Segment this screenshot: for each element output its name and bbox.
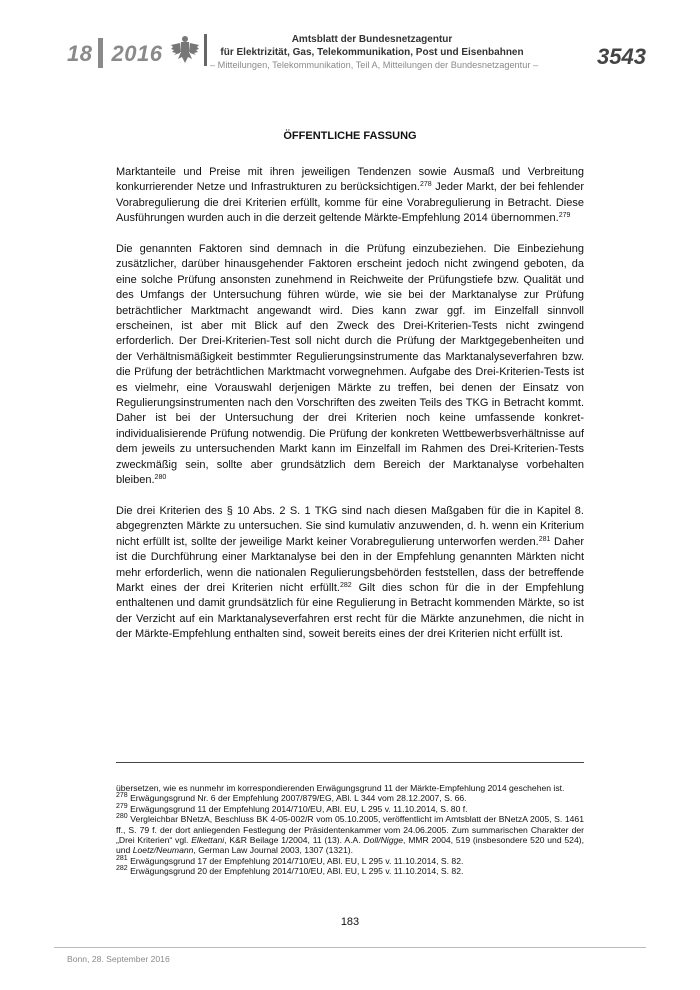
- footnote-mark: 280: [116, 813, 128, 821]
- document-title: ÖFFENTLICHE FASSUNG: [283, 130, 417, 142]
- body-paragraph: Marktanteile und Preise mit ihren jeweiligen Tendenzen sowie Ausmaß und Verbreitung konkurrierender Netze und Infrastrukturen zu berücksichtigen.$^{278}$ Jeder Markt, der bei fehlender Vorabregulierung die drei Kriterien erfüllt, komme für eine Vorabregulierung in Betracht. Diese Ausführungen wurden auch in die derzeit geltende Märkte-Empfehlung 2014 übernommen.$^{279}$: [116, 166, 584, 225]
- footnote-mark: 281: [116, 854, 128, 862]
- footnote-mark: 278: [419, 181, 432, 189]
- author-name: Loetz/Neumann: [132, 845, 194, 856]
- gazette-title-line2: für Elektrizität, Gas, Telekommunikation, Post und Eisenbahnen: [220, 46, 524, 58]
- header-divider: [204, 34, 207, 66]
- footnote-mark: 280: [154, 474, 167, 482]
- gazette-page-number: 3543: [597, 44, 646, 69]
- footnote: $^{280}$ Vergleichbar BNetzA, Beschluss BK 4-05-002/R vom 05.10.2005, veröffentlicht im Amtsblatt der BNetzA 2005, S. 1461 ff., S. 79 f. der dort anliegenden Festlegung der Präsidentenkammer vom 24.06.2005. Zum summarischen Charakter der „Drei Kriterien“ vgl. Elkettani, K&R Beilage 1/2004, 11 (13). A.A. Doll/Nigge, MMR 2004, 519 (insbesondere 520 und 524), und Loetz/Neumann, German Law Journal 2003, 1307 (1321).: [116, 813, 584, 856]
- footnote-mark: 279: [558, 212, 571, 220]
- footnotes: [116, 783, 584, 877]
- issue-year: 2016: [111, 40, 163, 66]
- gazette-subtitle: – Mitteilungen, Telekommunikation, Teil A, Mitteilungen der Bundesnetzagentur –: [210, 60, 539, 70]
- footnote: $^{279}$ Erwägungsgrund 11 der Empfehlung 2014/710/EU, ABl. EU, L 295 v. 11.10.2014, S. 80 f.: [116, 802, 468, 814]
- federal-eagle-icon: [170, 34, 200, 66]
- footnote: $^{278}$ Erwägungsgrund Nr. 6 der Empfehlung 2007/879/EG, ABl. L 344 vom 28.12.2007, S. 66.: [116, 792, 467, 804]
- document-body: [116, 165, 584, 658]
- footnote-rule: [116, 762, 584, 763]
- issue-label: [67, 40, 162, 70]
- footnote-mark: 281: [538, 535, 551, 543]
- footer-rule: [54, 947, 646, 948]
- gazette-title: [214, 34, 530, 59]
- issue-number: 18: [67, 40, 93, 66]
- body-paragraph: Die drei Kriterien des § 10 Abs. 2 S. 1 TKG sind nach diesen Maßgaben für die in Kapitel 8. abgegrenzten Märkte zu untersuchen. Sie sind kumulativ anzuwenden, d. h. wenn ein Kriterium nicht erfüllt ist, sollte der jeweilige Markt keiner Vorabregulierung unterworfen werden.$^{281}$ Daher ist die Durchführung einer Marktanalyse bei den in der Empfehlung genannten Märkten nicht mehr erforderlich, wenn die nationalen Regulierungsbehörden feststellen, dass der betreffende Markt eines der drei Kriterien nicht erfüllt.$^{282}$ Gilt dies schon für die in der Empfehlung enthaltenen und damit grundsätzlich für eine Regulierung in Betracht kommenden Märkte, so ist der Verzicht auf ein Marktanalyseverfahren erst recht für die Märkte anzunehmen, die nicht in der Märkte-Empfehlung enthalten sind, soweit bereits eines der drei Kriterien nicht erfüllt ist.: [116, 504, 584, 641]
- footnote-mark: 282: [339, 581, 352, 589]
- footnote: $^{282}$ Erwägungsgrund 20 der Empfehlung 2014/710/EU, ABl. EU, L 295 v. 11.10.2014, S. 82.: [116, 865, 464, 877]
- footnote-mark: 282: [116, 865, 128, 873]
- footer-date: Bonn, 28. September 2016: [67, 954, 170, 964]
- gazette-title-line1: Amtsblatt der Bundesnetzagentur: [291, 34, 453, 45]
- document-page-number: 183: [340, 916, 360, 928]
- footnote: übersetzen, wie es nunmehr im korrespondierenden Erwägungsgrund 11 der Märkte-Empfehlung 2014 geschehen ist.: [116, 783, 565, 793]
- body-paragraph: Die genannten Faktoren sind demnach in die Prüfung einzubeziehen. Die Einbeziehung zusätzlicher, darüber hinausgehender Faktoren erscheint jedoch nicht zwingend geboten, da eine solche Prüfung ansonsten zunehmend in Reichweite der Prüfungstiefe bzw. Qualität und des Umfangs der Untersuchung führen würde, wie sie bei der Marktanalyse zur Prüfung beträchtlicher Marktmacht angewandt wird. Dies kann zwar ggf. im Einzelfall sinnvoll erscheinen, ist aber mit Blick auf den Zweck des Drei-Kriterien-Tests nicht zwingend erforderlich. Der Drei-Kriterien-Test soll nicht durch die Prüfung der Marktgegebenheiten und der Verhältnismäßigkeit bestimmter Regulierungsinstrumente das Marktanalyseverfahren bzw. die Prüfung der beträchtlichen Marktmacht vorwegnehmen. Aufgabe des Drei-Kriterien-Tests ist es vielmehr, eine Vorauswahl derjenigen Märkte zu treffen, bei denen der Einsatz von Regulierungsinstrumenten nach den Vorschriften des zweiten Teils des TKG in Betracht kommt. Daher ist bei der Untersuchung der drei Kriterien noch keine umfassende konkret-individualisierende Prüfung notwendig. Die Prüfung der konkreten Wettbewerbsverhältnisse auf dem jeweils zu untersuchenden Markt kann im Einzelfall im Rahmen des Drei-Kriterien-Tests zweckmäßig sein, sollte aber grundsätzlich dem Bereich der Marktanalyse vorbehalten bleiben.$^{280}$: [116, 243, 584, 487]
- issue-separator: [98, 38, 103, 68]
- author-name: Doll/Nigge: [363, 835, 404, 846]
- footnote-mark: 279: [116, 802, 128, 810]
- footnote-mark: 278: [116, 792, 128, 800]
- author-name: Elkettani: [191, 835, 225, 846]
- footnote: $^{281}$ Erwägungsgrund 17 der Empfehlung 2014/710/EU, ABl. EU, L 295 v. 11.10.2014, S. 82.: [116, 854, 464, 866]
